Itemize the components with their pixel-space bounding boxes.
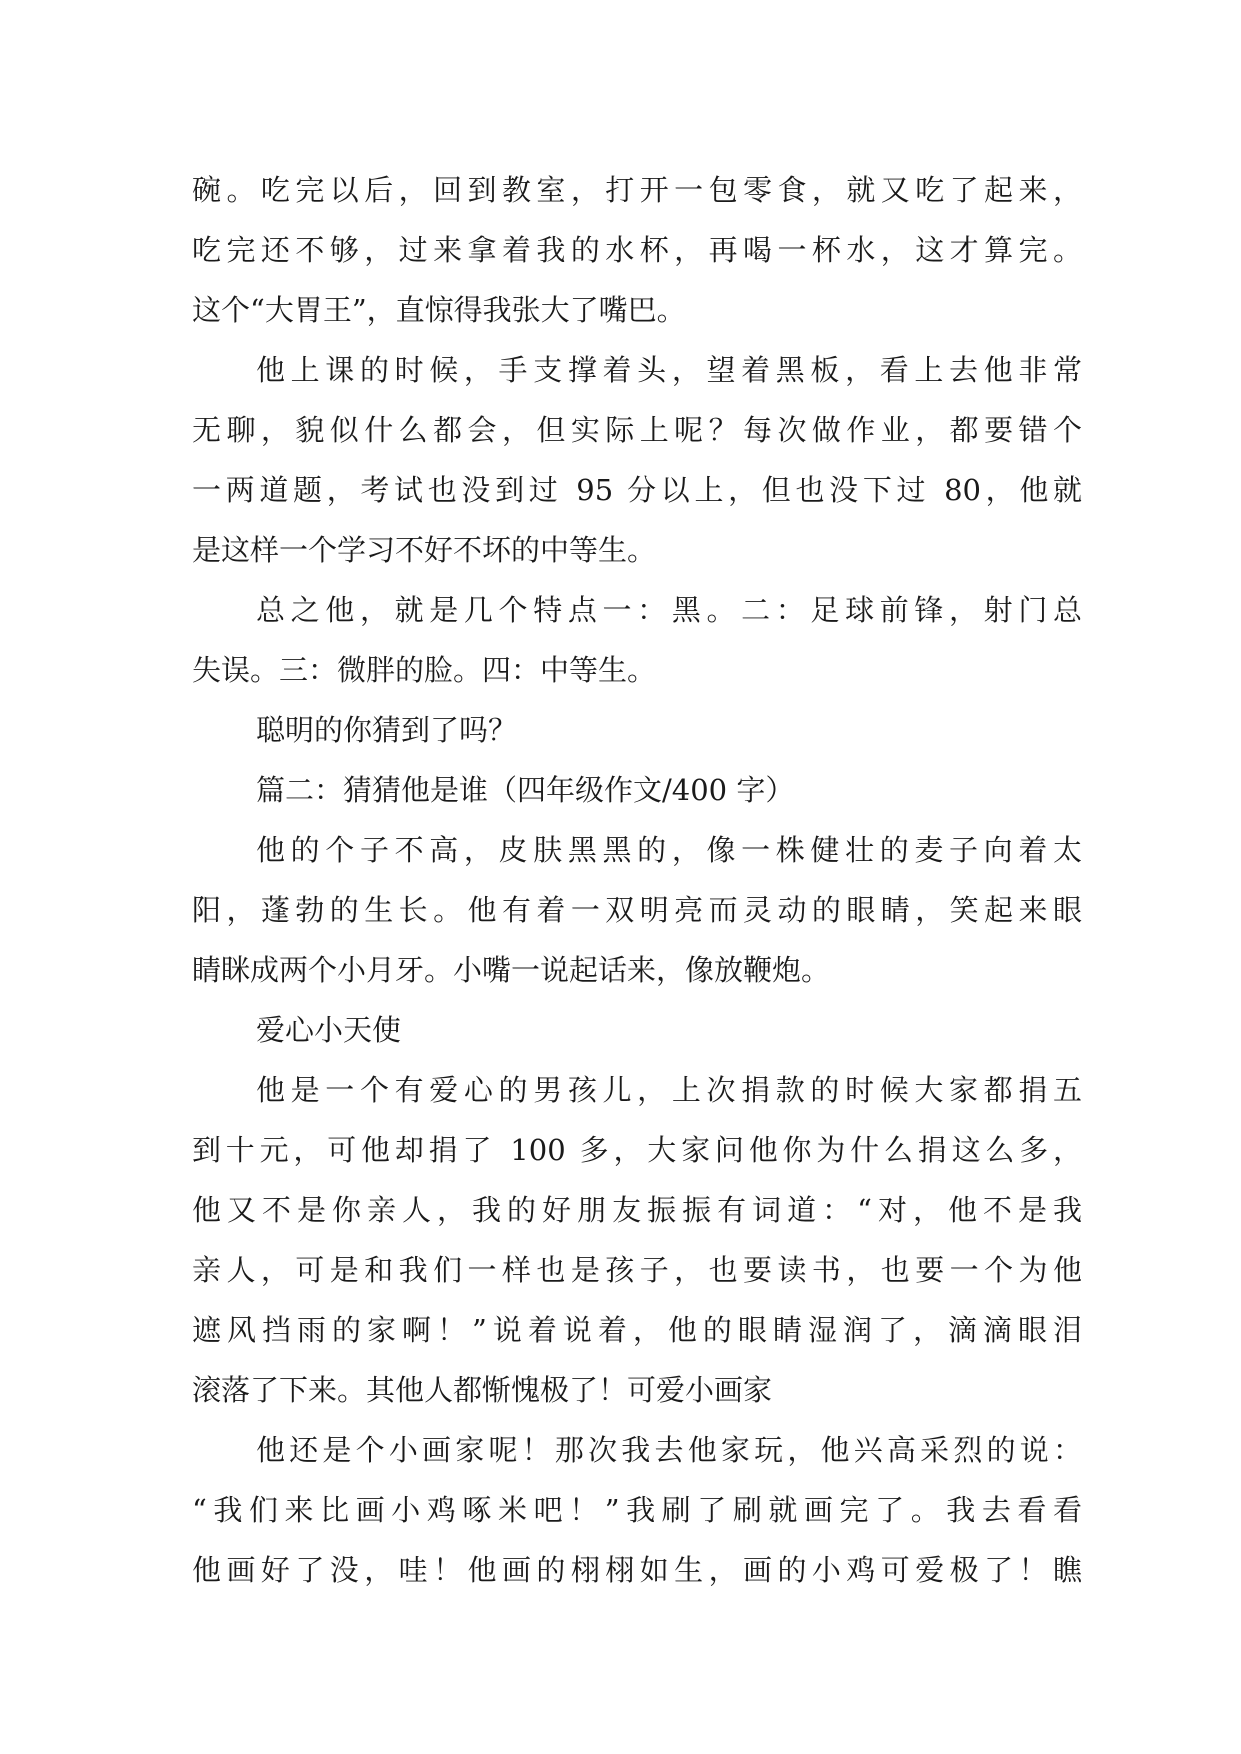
text-line: 他是一个有爱心的男孩儿，上次捐款的时候大家都捐五 [256,1073,1082,1107]
text-line: 无聊，貌似什么都会，但实际上呢？每次做作业，都要错个 [192,413,1082,447]
text-line: 失误。三：微胖的脸。四：中等生。 [192,653,657,687]
section-heading: 篇二：猜猜他是谁（四年级作文/400 字） [256,773,795,807]
text-line: 吃完还不够，过来拿着我的水杯，再喝一杯水，这才算完。 [192,233,1082,267]
text-line: 他画好了没，哇！他画的栩栩如生，画的小鸡可爱极了！瞧 [192,1553,1082,1587]
text-line: 到十元，可他却捐了 100 多，大家问他你为什么捐这么多， [192,1133,1082,1167]
text-line: 一两道题，考试也没到过 95 分以上，但也没下过 80，他就 [192,473,1082,507]
text-line: 阳，蓬勃的生长。他有着一双明亮而灵动的眼睛，笑起来眼 [192,893,1082,927]
text-line: “我们来比画小鸡啄米吧！”我刷了刷就画完了。我去看看 [192,1493,1082,1527]
text-line: 聪明的你猜到了吗？ [256,713,518,747]
subheading: 爱心小天使 [256,1013,402,1047]
text-line: 碗。吃完以后，回到教室，打开一包零食，就又吃了起来， [192,173,1082,207]
text-line: 亲人，可是和我们一样也是孩子，也要读书，也要一个为他 [192,1253,1082,1287]
text-line: 是这样一个学习不好不坏的中等生。 [192,533,657,567]
text-line: 他上课的时候，手支撑着头，望着黑板，看上去他非常 [256,353,1082,387]
document-body [192,160,1082,1600]
text-line: 他又不是你亲人，我的好朋友振振有词道：“对，他不是我 [192,1193,1082,1227]
text-line: 这个“大胃王”，直惊得我张大了嘴巴。 [192,293,686,327]
text-line: 总之他，就是几个特点一：黑。二：足球前锋，射门总 [256,593,1082,627]
text-line: 他还是个小画家呢！那次我去他家玩，他兴高采烈的说： [256,1433,1082,1467]
text-line: 他的个子不高，皮肤黑黑的，像一株健壮的麦子向着太 [256,833,1082,867]
text-line: 滚落了下来。其他人都惭愧极了！可爱小画家 [192,1373,773,1407]
text-line: 睛眯成两个小月牙。小嘴一说起话来，像放鞭炮。 [192,953,831,987]
text-line: 遮风挡雨的家啊！”说着说着，他的眼睛湿润了，滴滴眼泪 [192,1313,1082,1347]
